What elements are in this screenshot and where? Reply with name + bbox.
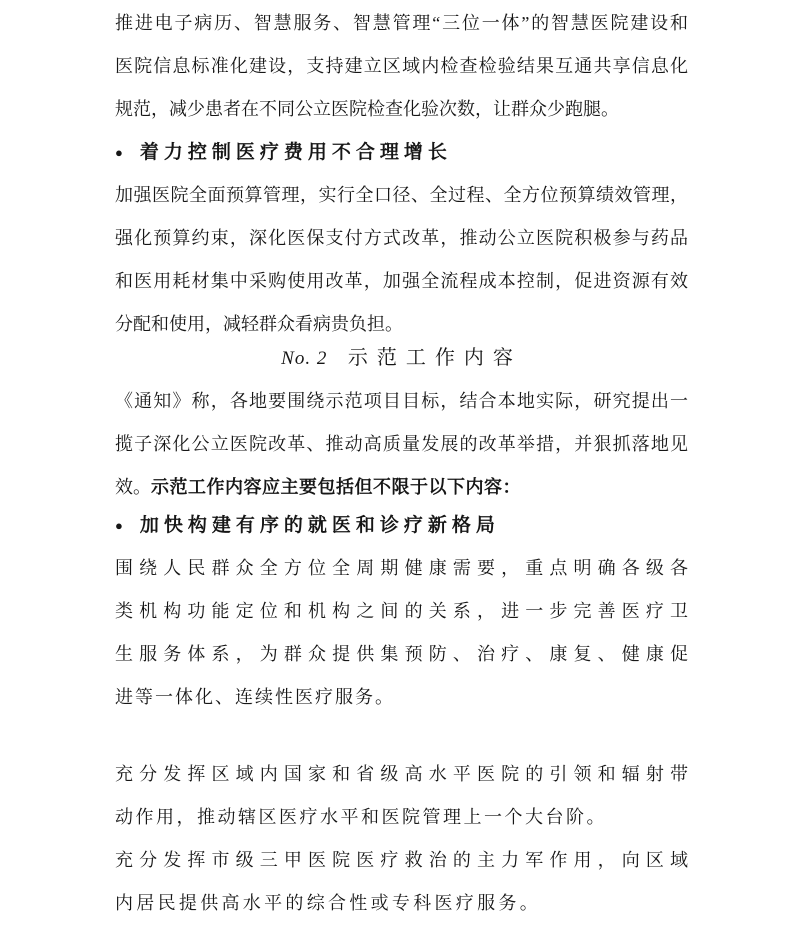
paragraph-notice-requirements [115, 380, 688, 509]
paragraph-regional-hospitals [115, 753, 688, 839]
text-normal: 效。 [115, 477, 151, 497]
paragraph-gap [115, 719, 688, 753]
text-line: 加强医院全面预算管理，实行全口径、全过程、全方位预算绩效管理， [115, 185, 688, 205]
text-line: 内居民提供高水平的综合性或专科医疗服务。 [115, 893, 541, 913]
paragraph-health-service-system [115, 547, 688, 719]
bullet-icon: ● [115, 145, 123, 160]
text-line: 分配和使用，减轻群众看病贵负担。 [115, 314, 403, 334]
text-line: 充分发挥市级三甲医院医疗救治的主力军作用，向区域 [115, 850, 688, 870]
paragraph-smart-hospital [115, 2, 688, 131]
text-line: 进等一体化、连续性医疗服务。 [115, 687, 395, 707]
bullet-item-new-pattern [115, 504, 688, 547]
bullet-item-cost-control [115, 131, 688, 174]
text-line: 类机构功能定位和机构之间的关系，进一步完善医疗卫 [115, 601, 688, 621]
bullet-label: 着力控制医疗费用不合理增长 [139, 142, 452, 163]
text-line: 推进电子病历、智慧服务、智慧管理“三位一体”的智慧医院建设和 [115, 13, 688, 33]
paragraph-budget-management [115, 174, 688, 346]
section-title: 示范工作内容 [347, 347, 522, 369]
text-line: 围绕人民群众全方位全周期健康需要，重点明确各级各 [115, 558, 688, 578]
text-line: 《通知》称，各地要围绕示范项目目标，结合本地实际，研究提出一 [115, 391, 688, 411]
paragraph-city-hospitals [115, 839, 688, 925]
section-number: No. 2 [281, 348, 328, 369]
text-line: 和医用耗材集中采购使用改革，加强全流程成本控制，促进资源有效 [115, 271, 688, 291]
text-line: 动作用，推动辖区医疗水平和医院管理上一个大台阶。 [115, 807, 607, 827]
bullet-label: 加快构建有序的就医和诊疗新格局 [139, 515, 500, 536]
text-line: 揽子深化公立医院改革、推动高质量发展的改革举措，并狠抓落地见 [115, 434, 688, 454]
text-line: 强化预算约束，深化医保支付方式改革，推动公立医院积极参与药品 [115, 228, 688, 248]
text-line: 规范，减少患者在不同公立医院检查化验次数，让群众少跑腿。 [115, 99, 619, 119]
text-line-mixed [115, 466, 688, 509]
text-line: 充分发挥区域内国家和省级高水平医院的引领和辐射带 [115, 764, 688, 784]
inline-bold-text: 示范工作内容应主要包括但不限于以下内容： [151, 477, 521, 497]
text-line: 生服务体系，为群众提供集预防、治疗、康复、健康促 [115, 644, 688, 664]
bullet-icon: ● [115, 518, 123, 533]
text-line: 医院信息标准化建设，支持建立区域内检查检验结果互通共享信息化 [115, 56, 688, 76]
